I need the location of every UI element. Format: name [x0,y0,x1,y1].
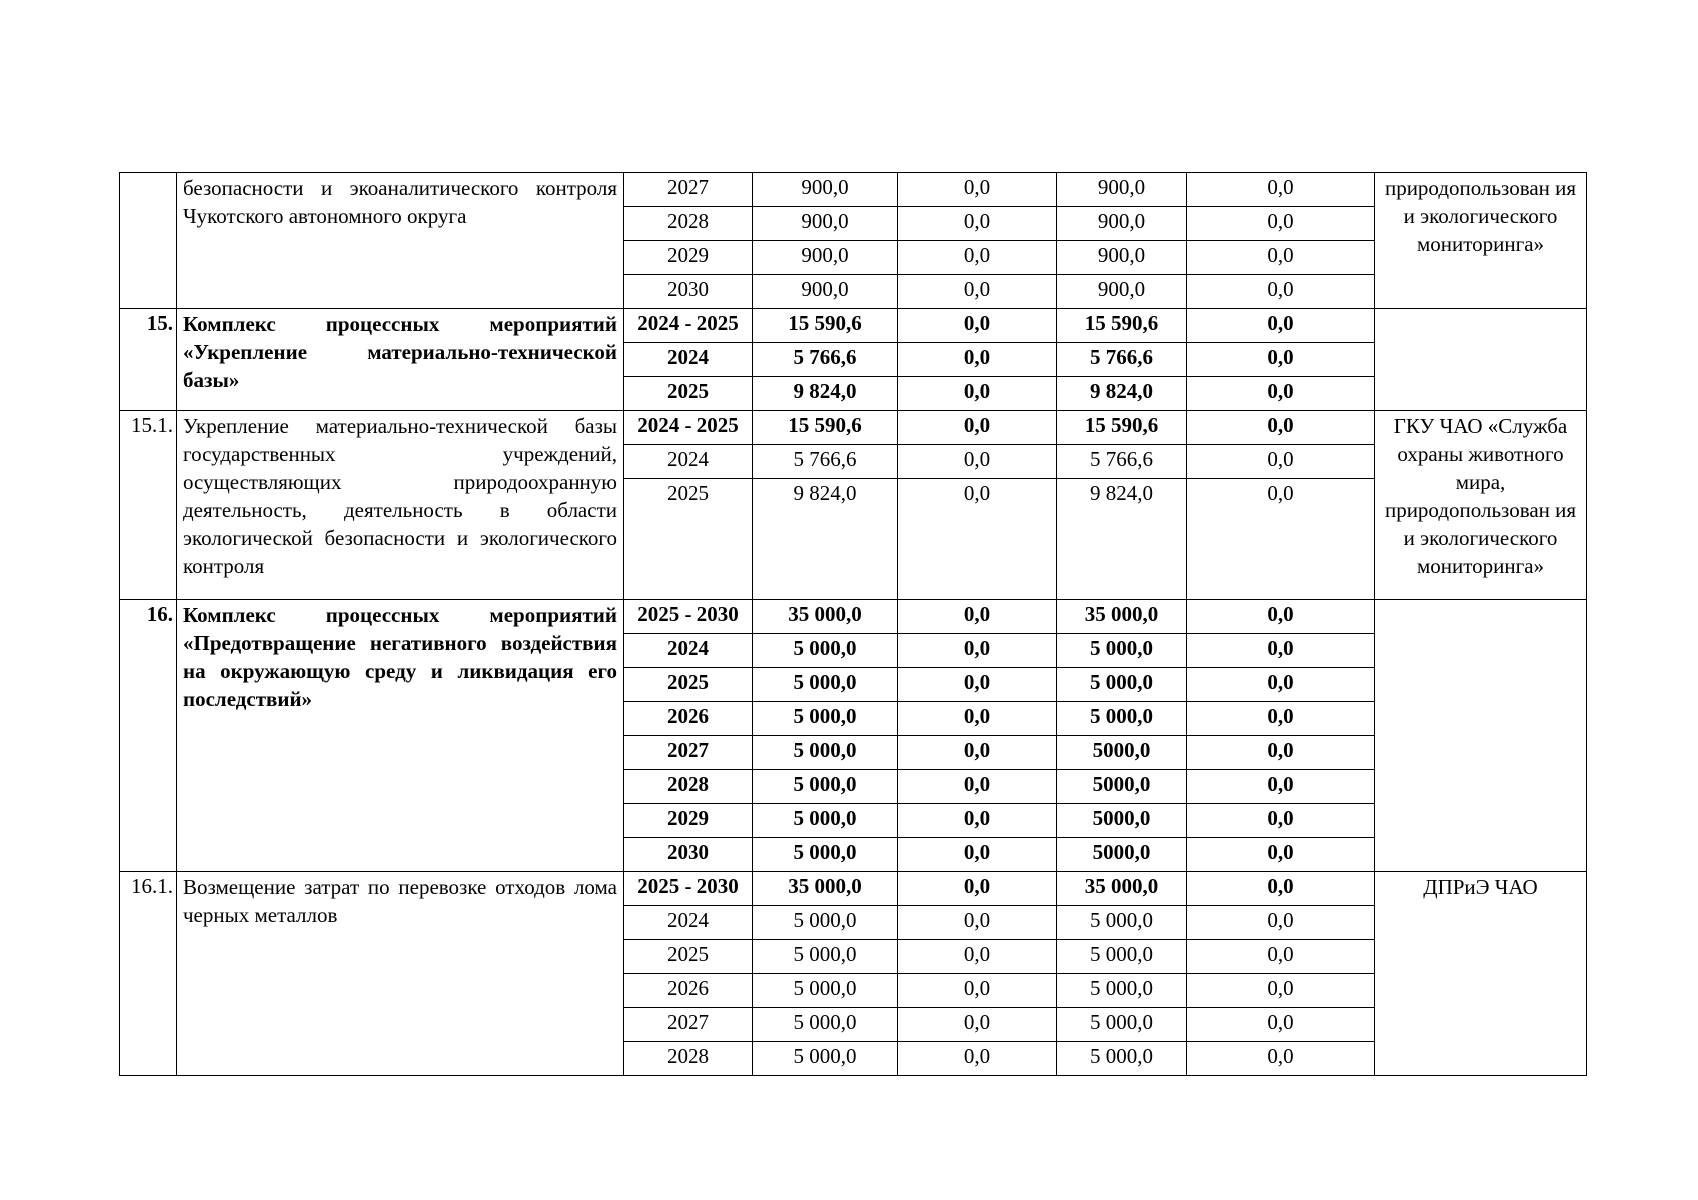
period-cell: 2027 [624,1008,753,1042]
other-sources-cell: 0,0 [1187,702,1375,736]
item-number [120,173,177,309]
period-cell: 2030 [624,838,753,872]
other-sources-cell: 0,0 [1187,634,1375,668]
period-cell: 2029 [624,241,753,275]
regional-budget-cell: 9 824,0 [1057,377,1187,411]
executor-cell: природопользован ия и экологического мониторинга» [1375,173,1587,309]
federal-budget-cell: 0,0 [898,600,1057,634]
period-cell: 2024 [624,906,753,940]
regional-budget-cell: 35 000,0 [1057,872,1187,906]
federal-budget-cell: 0,0 [898,906,1057,940]
period-cell: 2024 [624,634,753,668]
federal-budget-cell: 0,0 [898,634,1057,668]
federal-budget-cell: 0,0 [898,770,1057,804]
total-amount-cell: 5 000,0 [753,736,898,770]
total-amount-cell: 5 000,0 [753,906,898,940]
regional-budget-cell: 5 000,0 [1057,906,1187,940]
item-number: 16. [120,600,177,872]
total-amount-cell: 35 000,0 [753,600,898,634]
other-sources-cell: 0,0 [1187,906,1375,940]
item-name: Укрепление материально-технической базы государственных учреждений, осуществляющих природоохранную деятельность, деятельность в области экологической безопасности и экологического контроля [177,411,624,600]
federal-budget-cell: 0,0 [898,309,1057,343]
federal-budget-cell: 0,0 [898,275,1057,309]
period-cell: 2024 - 2025 [624,309,753,343]
period-cell: 2025 [624,668,753,702]
period-cell: 2025 - 2030 [624,600,753,634]
other-sources-cell: 0,0 [1187,600,1375,634]
other-sources-cell: 0,0 [1187,1008,1375,1042]
other-sources-cell: 0,0 [1187,940,1375,974]
federal-budget-cell: 0,0 [898,838,1057,872]
federal-budget-cell: 0,0 [898,241,1057,275]
regional-budget-cell: 900,0 [1057,241,1187,275]
federal-budget-cell: 0,0 [898,668,1057,702]
other-sources-cell: 0,0 [1187,974,1375,1008]
total-amount-cell: 900,0 [753,207,898,241]
table-body [120,173,1587,1076]
table-row [120,872,1587,906]
federal-budget-cell: 0,0 [898,940,1057,974]
federal-budget-cell: 0,0 [898,479,1057,600]
other-sources-cell: 0,0 [1187,275,1375,309]
total-amount-cell: 5 000,0 [753,702,898,736]
federal-budget-cell: 0,0 [898,872,1057,906]
regional-budget-cell: 5000,0 [1057,804,1187,838]
regional-budget-cell: 5000,0 [1057,838,1187,872]
item-number: 15.1. [120,411,177,600]
executor-cell [1375,600,1587,872]
federal-budget-cell: 0,0 [898,974,1057,1008]
item-name: Комплекс процессных мероприятий «Укрепление материально-технической базы» [177,309,624,411]
regional-budget-cell: 5000,0 [1057,770,1187,804]
period-cell: 2026 [624,702,753,736]
regional-budget-cell: 900,0 [1057,275,1187,309]
other-sources-cell: 0,0 [1187,377,1375,411]
total-amount-cell: 900,0 [753,173,898,207]
federal-budget-cell: 0,0 [898,702,1057,736]
regional-budget-cell: 5 000,0 [1057,1042,1187,1076]
other-sources-cell: 0,0 [1187,207,1375,241]
federal-budget-cell: 0,0 [898,445,1057,479]
regional-budget-cell: 5 000,0 [1057,940,1187,974]
regional-budget-cell: 5 000,0 [1057,974,1187,1008]
regional-budget-cell: 35 000,0 [1057,600,1187,634]
other-sources-cell: 0,0 [1187,343,1375,377]
program-funding-table [119,172,1587,1076]
table-row [120,411,1587,445]
total-amount-cell: 35 000,0 [753,872,898,906]
federal-budget-cell: 0,0 [898,343,1057,377]
total-amount-cell: 5 000,0 [753,838,898,872]
period-cell: 2025 [624,479,753,600]
table-row [120,173,1587,207]
total-amount-cell: 15 590,6 [753,309,898,343]
total-amount-cell: 5 000,0 [753,974,898,1008]
table-row [120,309,1587,343]
total-amount-cell: 15 590,6 [753,411,898,445]
executor-cell: ДПРиЭ ЧАО [1375,872,1587,1076]
period-cell: 2026 [624,974,753,1008]
total-amount-cell: 5 000,0 [753,634,898,668]
regional-budget-cell: 5000,0 [1057,736,1187,770]
period-cell: 2027 [624,736,753,770]
other-sources-cell: 0,0 [1187,309,1375,343]
executor-cell [1375,309,1587,411]
item-number: 16.1. [120,872,177,1076]
period-cell: 2030 [624,275,753,309]
regional-budget-cell: 5 766,6 [1057,445,1187,479]
regional-budget-cell: 5 000,0 [1057,1008,1187,1042]
other-sources-cell: 0,0 [1187,1042,1375,1076]
federal-budget-cell: 0,0 [898,804,1057,838]
total-amount-cell: 9 824,0 [753,479,898,600]
federal-budget-cell: 0,0 [898,411,1057,445]
regional-budget-cell: 15 590,6 [1057,309,1187,343]
federal-budget-cell: 0,0 [898,377,1057,411]
period-cell: 2025 [624,377,753,411]
period-cell: 2024 - 2025 [624,411,753,445]
other-sources-cell: 0,0 [1187,736,1375,770]
other-sources-cell: 0,0 [1187,668,1375,702]
period-cell: 2024 [624,445,753,479]
period-cell: 2025 [624,940,753,974]
federal-budget-cell: 0,0 [898,1008,1057,1042]
period-cell: 2024 [624,343,753,377]
other-sources-cell: 0,0 [1187,770,1375,804]
total-amount-cell: 5 766,6 [753,343,898,377]
regional-budget-cell: 9 824,0 [1057,479,1187,600]
regional-budget-cell: 5 000,0 [1057,702,1187,736]
regional-budget-cell: 5 766,6 [1057,343,1187,377]
total-amount-cell: 5 000,0 [753,1008,898,1042]
other-sources-cell: 0,0 [1187,838,1375,872]
item-name: безопасности и экоаналитического контроля Чукотского автономного округа [177,173,624,309]
total-amount-cell: 900,0 [753,275,898,309]
regional-budget-cell: 900,0 [1057,207,1187,241]
other-sources-cell: 0,0 [1187,445,1375,479]
total-amount-cell: 5 000,0 [753,940,898,974]
federal-budget-cell: 0,0 [898,736,1057,770]
period-cell: 2028 [624,770,753,804]
other-sources-cell: 0,0 [1187,411,1375,445]
regional-budget-cell: 5 000,0 [1057,668,1187,702]
total-amount-cell: 5 000,0 [753,770,898,804]
item-number: 15. [120,309,177,411]
other-sources-cell: 0,0 [1187,479,1375,600]
other-sources-cell: 0,0 [1187,804,1375,838]
item-name: Возмещение затрат по перевозке отходов лома черных металлов [177,872,624,1076]
total-amount-cell: 5 000,0 [753,1042,898,1076]
other-sources-cell: 0,0 [1187,241,1375,275]
period-cell: 2028 [624,207,753,241]
federal-budget-cell: 0,0 [898,207,1057,241]
total-amount-cell: 5 766,6 [753,445,898,479]
other-sources-cell: 0,0 [1187,872,1375,906]
period-cell: 2027 [624,173,753,207]
total-amount-cell: 5 000,0 [753,668,898,702]
period-cell: 2028 [624,1042,753,1076]
federal-budget-cell: 0,0 [898,173,1057,207]
period-cell: 2025 - 2030 [624,872,753,906]
regional-budget-cell: 15 590,6 [1057,411,1187,445]
total-amount-cell: 5 000,0 [753,804,898,838]
other-sources-cell: 0,0 [1187,173,1375,207]
table-row [120,600,1587,634]
total-amount-cell: 900,0 [753,241,898,275]
regional-budget-cell: 900,0 [1057,173,1187,207]
item-name: Комплекс процессных мероприятий «Предотвращение негативного воздействия на окружающую среду и ликвидация его последствий» [177,600,624,872]
executor-cell: ГКУ ЧАО «Служба охраны животного мира, природопользован ия и экологического мониторинга» [1375,411,1587,600]
period-cell: 2029 [624,804,753,838]
federal-budget-cell: 0,0 [898,1042,1057,1076]
regional-budget-cell: 5 000,0 [1057,634,1187,668]
total-amount-cell: 9 824,0 [753,377,898,411]
